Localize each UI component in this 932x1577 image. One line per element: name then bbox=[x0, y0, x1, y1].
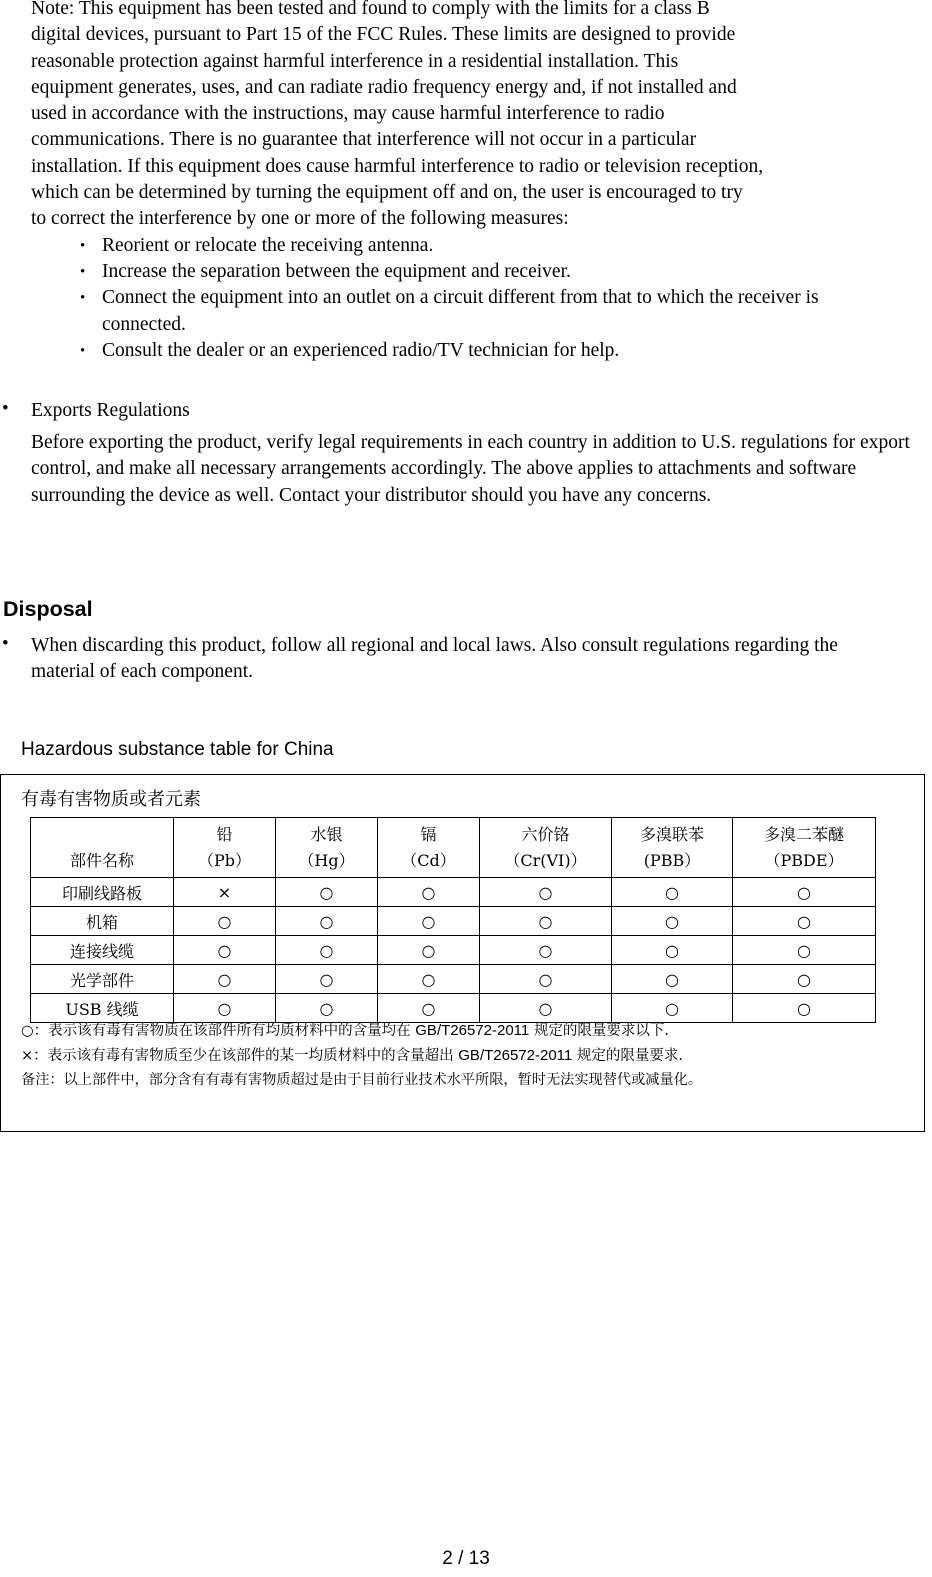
list-item bbox=[31, 259, 911, 285]
mark-cell: ○ bbox=[174, 907, 276, 936]
mark-cell: ○ bbox=[733, 994, 876, 1023]
mark-cell: ○ bbox=[378, 907, 480, 936]
mark-cell: ○ bbox=[480, 994, 612, 1023]
mark-cell: ○ bbox=[276, 878, 378, 907]
fcc-note-line: used in accordance with the instructions, may cause harmful interference to radio bbox=[31, 103, 665, 125]
fcc-note bbox=[31, 0, 911, 364]
column-header: 铅 （Pb） bbox=[174, 818, 276, 878]
list-item bbox=[31, 285, 862, 338]
mark-cell: ○ bbox=[612, 994, 733, 1023]
fcc-note-paragraph bbox=[31, 0, 911, 233]
mark-cell: ○ bbox=[733, 936, 876, 965]
list-item bbox=[31, 338, 911, 364]
mark-cell: ○ bbox=[733, 965, 876, 994]
mark-cell: ○ bbox=[480, 907, 612, 936]
measure-text: Reorient or relocate the receiving antenna. bbox=[102, 234, 434, 256]
exports-heading: Exports Regulations bbox=[31, 400, 190, 421]
list-item bbox=[31, 233, 911, 259]
mark-cell: ○ bbox=[276, 936, 378, 965]
table-row bbox=[31, 936, 876, 965]
bullet-icon: • bbox=[80, 263, 86, 280]
part-name-header: 部件名称 bbox=[31, 818, 174, 878]
disposal-title: Disposal bbox=[3, 597, 93, 621]
mark-cell: ○ bbox=[733, 907, 876, 936]
bullet-icon: • bbox=[2, 398, 9, 419]
mark-cell: ○ bbox=[378, 936, 480, 965]
legend-circle: ○：表示该有毒有害物质在该部件所有均质材料中的含量均在 GB/T26572-2011 规定的限量要求以下. bbox=[21, 1022, 669, 1039]
table-row bbox=[31, 907, 876, 936]
part-name-cell: 印刷线路板 bbox=[31, 878, 174, 907]
mark-cell: ○ bbox=[378, 994, 480, 1023]
fcc-note-line: Note: This equipment has been tested and found to comply with the limits for a class B bbox=[31, 0, 710, 19]
mark-cell: ○ bbox=[276, 965, 378, 994]
measure-text: Consult the dealer or an experienced radio/TV technician for help. bbox=[102, 339, 620, 361]
mark-cell: ○ bbox=[612, 907, 733, 936]
exports-body: Before exporting the product, verify legal requirements in each country in addition to U.S. regulations for export control, and make all necessary arrangements accordingly. The above applies to attachments and software surrounding the device as well. Contact your distributor should you have any concerns. bbox=[31, 432, 910, 506]
hazard-caption: Hazardous substance table for China bbox=[21, 739, 334, 760]
fcc-note-line: reasonable protection against harmful interference in a residential installation. This bbox=[31, 50, 679, 72]
disposal-body: When discarding this product, follow all regional and local laws. Also consult regulations regarding the material of each component. bbox=[31, 635, 838, 683]
mark-cell: ○ bbox=[480, 965, 612, 994]
mark-cell: ○ bbox=[378, 965, 480, 994]
mark-cell: ○ bbox=[378, 878, 480, 907]
hazard-table bbox=[30, 817, 876, 1023]
fcc-note-line: digital devices, pursuant to Part 15 of the FCC Rules. These limits are designed to provide bbox=[31, 24, 736, 46]
bullet-icon: • bbox=[80, 342, 86, 359]
page-number: 2 / 13 bbox=[442, 1548, 490, 1569]
fcc-note-line: communications. There is no guarantee that interference will not occur in a particular bbox=[31, 129, 697, 151]
table-header-row bbox=[31, 818, 876, 878]
mark-cell: ○ bbox=[612, 878, 733, 907]
fcc-note-line: equipment generates, uses, and can radiate radio frequency energy and, if not installed and bbox=[31, 76, 737, 98]
mark-cell: ○ bbox=[174, 936, 276, 965]
mark-cell: ○ bbox=[733, 878, 876, 907]
bullet-icon: • bbox=[80, 237, 86, 254]
mark-cell: ○ bbox=[612, 965, 733, 994]
part-name-cell: 光学部件 bbox=[31, 965, 174, 994]
mark-cell: ○ bbox=[612, 936, 733, 965]
bullet-icon: • bbox=[2, 633, 9, 654]
table-row bbox=[31, 965, 876, 994]
part-name-cell: USB 线缆 bbox=[31, 994, 174, 1023]
table-row bbox=[31, 994, 876, 1023]
bullet-icon: • bbox=[80, 290, 86, 307]
mark-cell: ○ bbox=[480, 878, 612, 907]
part-name-cell: 机箱 bbox=[31, 907, 174, 936]
measure-text: Increase the separation between the equipment and receiver. bbox=[102, 260, 571, 282]
fcc-note-line: to correct the interference by one or more of the following measures: bbox=[31, 208, 569, 230]
fcc-note-line: which can be determined by turning the equipment off and on, the user is encouraged to try bbox=[31, 182, 743, 204]
column-header: 多溴联苯 (PBB） bbox=[612, 818, 733, 878]
hazard-table-heading: 有毒有害物质或者元素 bbox=[21, 789, 201, 810]
fcc-note-line: installation. If this equipment does cause harmful interference to radio or television reception, bbox=[31, 155, 764, 177]
mark-cell: ○ bbox=[174, 994, 276, 1023]
fcc-measures-list bbox=[31, 233, 911, 364]
column-header: 多溴二苯醚 （PBDE） bbox=[733, 818, 876, 878]
mark-cell: ○ bbox=[276, 907, 378, 936]
mark-cell: × bbox=[174, 878, 276, 907]
table-row bbox=[31, 878, 876, 907]
legend-remark: 备注：以上部件中，部分含有有毒有害物质超过是由于目前行业技术水平所限，暂时无法实现替代或减量化。 bbox=[21, 1072, 703, 1088]
measure-text: Connect the equipment into an outlet on a circuit different from that to which the receiver is connected. bbox=[102, 287, 819, 335]
column-header: 镉 （Cd） bbox=[378, 818, 480, 878]
mark-cell: ○ bbox=[174, 965, 276, 994]
mark-cell: ○ bbox=[276, 994, 378, 1023]
column-header: 水银 （Hg） bbox=[276, 818, 378, 878]
legend-cross: ×：表示该有毒有害物质至少在该部件的某一均质材料中的含量超出 GB/T26572-2011 规定的限量要求. bbox=[21, 1047, 683, 1064]
mark-cell: ○ bbox=[480, 936, 612, 965]
column-header: 六价铬 （Cr(VI)） bbox=[480, 818, 612, 878]
part-name-cell: 连接线缆 bbox=[31, 936, 174, 965]
